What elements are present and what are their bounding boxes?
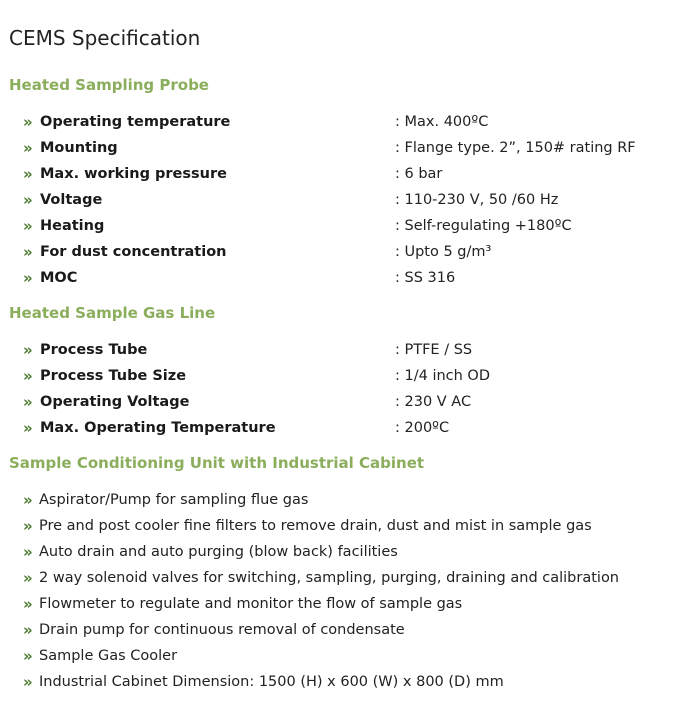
spec-row (23, 187, 683, 213)
list-item-text: Sample Gas Cooler (39, 648, 178, 664)
section-title-heated-sampling-probe: Heated Sampling Probe (9, 76, 209, 94)
spec-value: : Upto 5 g/m³ (395, 244, 492, 260)
spec-value: : SS 316 (395, 270, 456, 286)
double-chevron-right-icon: » (23, 269, 33, 287)
spec-value: : Max. 400ºC (395, 114, 489, 130)
spec-label: MOC (40, 270, 78, 286)
spec-row (23, 109, 683, 135)
spec-label: Voltage (40, 192, 103, 208)
double-chevron-right-icon: » (23, 621, 33, 639)
spec-label: Max. working pressure (40, 166, 227, 182)
double-chevron-right-icon: » (23, 341, 33, 359)
double-chevron-right-icon: » (23, 595, 33, 613)
double-chevron-right-icon: » (23, 393, 33, 411)
list-item (23, 539, 683, 565)
double-chevron-right-icon: » (23, 543, 33, 561)
spec-row (23, 265, 683, 291)
list-item (23, 513, 683, 539)
spec-row (23, 213, 683, 239)
spec-label: Process Tube Size (40, 368, 187, 384)
spec-value: : 6 bar (395, 166, 443, 182)
spec-label: Max. Operating Temperature (40, 420, 276, 436)
spec-label: For dust concentration (40, 244, 227, 260)
double-chevron-right-icon: » (23, 113, 33, 131)
spec-label: Heating (40, 218, 105, 234)
spec-row (23, 337, 683, 363)
spec-list-heated-sample-gas-line (23, 337, 683, 441)
list-item-text: Industrial Cabinet Dimension: 1500 (H) x 600 (W) x 800 (D) mm (39, 674, 504, 690)
list-item (23, 669, 683, 695)
spec-value: : 1/4 inch OD (395, 368, 491, 384)
spec-row (23, 161, 683, 187)
double-chevron-right-icon: » (23, 191, 33, 209)
list-item-text: Drain pump for continuous removal of condensate (39, 622, 405, 638)
list-item (23, 643, 683, 669)
list-item (23, 617, 683, 643)
spec-label: Operating Voltage (40, 394, 190, 410)
double-chevron-right-icon: » (23, 569, 33, 587)
spec-value: : 110-230 V, 50 /60 Hz (395, 192, 559, 208)
list-item (23, 591, 683, 617)
spec-value: : Flange type. 2”, 150# rating RF (395, 140, 636, 156)
double-chevron-right-icon: » (23, 647, 33, 665)
spec-row (23, 363, 683, 389)
spec-label: Mounting (40, 140, 118, 156)
section-title-heated-sample-gas-line: Heated Sample Gas Line (9, 304, 216, 322)
spec-row (23, 239, 683, 265)
double-chevron-right-icon: » (23, 491, 33, 509)
double-chevron-right-icon: » (23, 243, 33, 261)
spec-label: Process Tube (40, 342, 148, 358)
list-item-text: 2 way solenoid valves for switching, sampling, purging, draining and calibration (39, 570, 619, 586)
list-item (23, 487, 683, 513)
double-chevron-right-icon: » (23, 217, 33, 235)
spec-row (23, 415, 683, 441)
list-item-text: Flowmeter to regulate and monitor the flow of sample gas (39, 596, 463, 612)
page-title: CEMS Specification (9, 26, 201, 50)
spec-row (23, 389, 683, 415)
spec-value: : 230 V AC (395, 394, 472, 410)
double-chevron-right-icon: » (23, 673, 33, 691)
list-item-text: Aspirator/Pump for sampling flue gas (39, 492, 309, 508)
feature-list-sample-conditioning-unit (23, 487, 683, 695)
double-chevron-right-icon: » (23, 517, 33, 535)
double-chevron-right-icon: » (23, 139, 33, 157)
spec-row (23, 135, 683, 161)
double-chevron-right-icon: » (23, 165, 33, 183)
spec-label: Operating temperature (40, 114, 231, 130)
spec-list-heated-sampling-probe (23, 109, 683, 291)
list-item (23, 565, 683, 591)
list-item-text: Pre and post cooler fine filters to remove drain, dust and mist in sample gas (39, 518, 592, 534)
list-item-text: Auto drain and auto purging (blow back) facilities (39, 544, 398, 560)
spec-value: : 200ºC (395, 420, 450, 436)
double-chevron-right-icon: » (23, 419, 33, 437)
double-chevron-right-icon: » (23, 367, 33, 385)
spec-value: : PTFE / SS (395, 342, 473, 358)
section-title-sample-conditioning-unit: Sample Conditioning Unit with Industrial Cabinet (9, 454, 425, 472)
spec-value: : Self-regulating +180ºC (395, 218, 572, 234)
